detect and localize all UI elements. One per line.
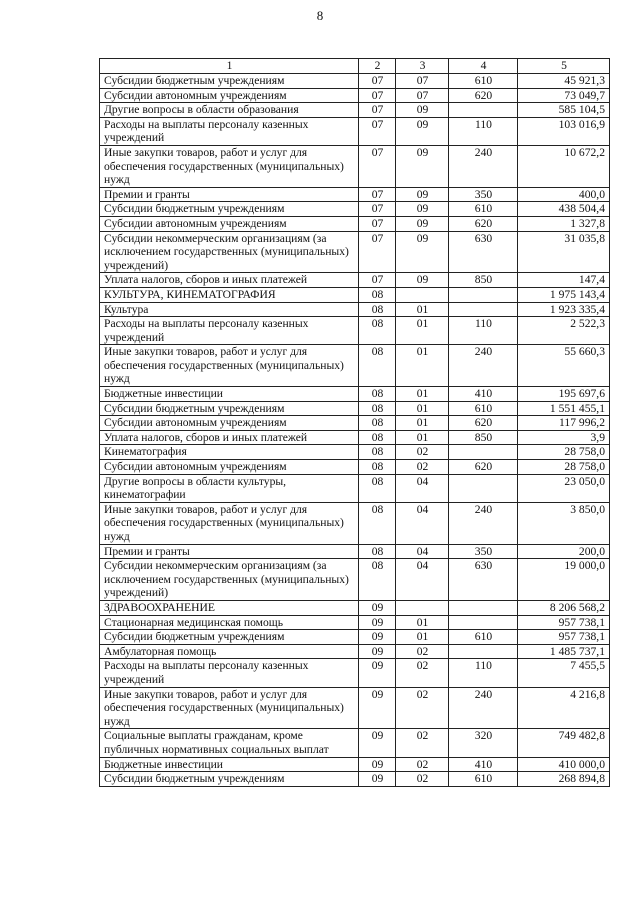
amount-cell: 3,9 xyxy=(518,430,610,445)
expense-type-code-cell: 630 xyxy=(449,231,518,273)
amount-cell: 1 551 455,1 xyxy=(518,401,610,416)
item-name-cell: Стационарная медицинская помощь xyxy=(100,615,359,630)
table-row xyxy=(100,559,610,601)
amount-cell: 749 482,8 xyxy=(518,729,610,757)
amount-cell: 410 000,0 xyxy=(518,757,610,772)
item-name-cell: Социальные выплаты гражданам, кроме публичных нормативных социальных выплат xyxy=(100,729,359,757)
table-row xyxy=(100,216,610,231)
expense-type-code-cell: 350 xyxy=(449,544,518,559)
header-col-3: 3 xyxy=(396,59,449,74)
amount-cell: 268 894,8 xyxy=(518,772,610,787)
section-code-cell: 07 xyxy=(359,88,396,103)
expense-type-code-cell xyxy=(449,302,518,317)
section-code-cell: 07 xyxy=(359,231,396,273)
subsection-code-cell: 02 xyxy=(396,460,449,475)
expense-type-code-cell xyxy=(449,287,518,302)
table-row xyxy=(100,772,610,787)
item-name-cell: ЗДРАВООХРАНЕНИЕ xyxy=(100,600,359,615)
table-row xyxy=(100,74,610,89)
expense-type-code-cell xyxy=(449,474,518,502)
item-name-cell: Бюджетные инвестиции xyxy=(100,387,359,402)
item-name-cell: Другие вопросы в области культуры, кинематографии xyxy=(100,474,359,502)
item-name-cell: Субсидии бюджетным учреждениям xyxy=(100,772,359,787)
subsection-code-cell: 02 xyxy=(396,445,449,460)
amount-cell: 400,0 xyxy=(518,187,610,202)
section-code-cell: 08 xyxy=(359,387,396,402)
item-name-cell: Субсидии бюджетным учреждениям xyxy=(100,74,359,89)
subsection-code-cell: 01 xyxy=(396,416,449,431)
amount-cell: 200,0 xyxy=(518,544,610,559)
table-row xyxy=(100,187,610,202)
expense-type-code-cell: 850 xyxy=(449,273,518,288)
subsection-code-cell xyxy=(396,600,449,615)
subsection-code-cell: 09 xyxy=(396,273,449,288)
section-code-cell: 08 xyxy=(359,287,396,302)
subsection-code-cell: 09 xyxy=(396,145,449,187)
subsection-code-cell: 02 xyxy=(396,772,449,787)
item-name-cell: Субсидии некоммерческим организациям (за исключением государственных (муниципальных) учреждений) xyxy=(100,559,359,601)
amount-cell: 55 660,3 xyxy=(518,345,610,387)
table-body xyxy=(100,74,610,787)
subsection-code-cell: 01 xyxy=(396,430,449,445)
expense-type-code-cell: 620 xyxy=(449,216,518,231)
section-code-cell: 07 xyxy=(359,145,396,187)
subsection-code-cell: 01 xyxy=(396,317,449,345)
item-name-cell: Уплата налогов, сборов и иных платежей xyxy=(100,273,359,288)
item-name-cell: Субсидии автономным учреждениям xyxy=(100,460,359,475)
item-name-cell: Иные закупки товаров, работ и услуг для обеспечения государственных (муниципальных) нужд xyxy=(100,345,359,387)
section-code-cell: 08 xyxy=(359,401,396,416)
amount-cell: 23 050,0 xyxy=(518,474,610,502)
subsection-code-cell: 09 xyxy=(396,187,449,202)
amount-cell: 3 850,0 xyxy=(518,502,610,544)
table-row xyxy=(100,231,610,273)
expense-type-code-cell: 240 xyxy=(449,502,518,544)
expense-type-code-cell: 240 xyxy=(449,345,518,387)
section-code-cell: 08 xyxy=(359,474,396,502)
subsection-code-cell: 09 xyxy=(396,117,449,145)
section-code-cell: 08 xyxy=(359,302,396,317)
section-code-cell: 09 xyxy=(359,687,396,729)
subsection-code-cell: 09 xyxy=(396,202,449,217)
amount-cell: 1 923 335,4 xyxy=(518,302,610,317)
table-row xyxy=(100,387,610,402)
table-row xyxy=(100,757,610,772)
subsection-code-cell: 02 xyxy=(396,644,449,659)
page-number: 8 xyxy=(316,8,324,23)
section-code-cell: 08 xyxy=(359,460,396,475)
amount-cell: 2 522,3 xyxy=(518,317,610,345)
table-row xyxy=(100,145,610,187)
table-row xyxy=(100,401,610,416)
item-name-cell: Амбулаторная помощь xyxy=(100,644,359,659)
expense-type-code-cell: 110 xyxy=(449,317,518,345)
item-name-cell: Иные закупки товаров, работ и услуг для обеспечения государственных (муниципальных) нужд xyxy=(100,145,359,187)
item-name-cell: Расходы на выплаты персоналу казенных учреждений xyxy=(100,317,359,345)
expense-type-code-cell: 620 xyxy=(449,460,518,475)
amount-cell: 957 738,1 xyxy=(518,615,610,630)
section-code-cell: 08 xyxy=(359,544,396,559)
section-code-cell: 07 xyxy=(359,273,396,288)
table-header-row xyxy=(100,59,610,74)
section-code-cell: 07 xyxy=(359,202,396,217)
expense-type-code-cell: 610 xyxy=(449,202,518,217)
amount-cell: 103 016,9 xyxy=(518,117,610,145)
section-code-cell: 07 xyxy=(359,187,396,202)
table-row xyxy=(100,544,610,559)
subsection-code-cell: 01 xyxy=(396,387,449,402)
table-row xyxy=(100,460,610,475)
expense-type-code-cell: 610 xyxy=(449,772,518,787)
table-row xyxy=(100,103,610,118)
table-row xyxy=(100,445,610,460)
expense-type-code-cell: 620 xyxy=(449,88,518,103)
table-row xyxy=(100,687,610,729)
item-name-cell: Субсидии автономным учреждениям xyxy=(100,416,359,431)
amount-cell: 1 975 143,4 xyxy=(518,287,610,302)
amount-cell: 19 000,0 xyxy=(518,559,610,601)
expense-type-code-cell: 620 xyxy=(449,416,518,431)
section-code-cell: 09 xyxy=(359,659,396,687)
header-col-1: 1 xyxy=(100,59,359,74)
item-name-cell: Субсидии автономным учреждениям xyxy=(100,88,359,103)
subsection-code-cell: 07 xyxy=(396,74,449,89)
item-name-cell: Другие вопросы в области образования xyxy=(100,103,359,118)
subsection-code-cell xyxy=(396,287,449,302)
subsection-code-cell: 01 xyxy=(396,401,449,416)
subsection-code-cell: 01 xyxy=(396,630,449,645)
subsection-code-cell: 01 xyxy=(396,302,449,317)
table-row xyxy=(100,416,610,431)
amount-cell: 438 504,4 xyxy=(518,202,610,217)
section-code-cell: 08 xyxy=(359,317,396,345)
subsection-code-cell: 04 xyxy=(396,544,449,559)
subsection-code-cell: 04 xyxy=(396,502,449,544)
table-row xyxy=(100,729,610,757)
header-col-5: 5 xyxy=(518,59,610,74)
table-row xyxy=(100,88,610,103)
table-row xyxy=(100,117,610,145)
expense-type-code-cell xyxy=(449,445,518,460)
section-code-cell: 07 xyxy=(359,117,396,145)
amount-cell: 957 738,1 xyxy=(518,630,610,645)
budget-table xyxy=(99,58,610,787)
item-name-cell: Уплата налогов, сборов и иных платежей xyxy=(100,430,359,445)
expense-type-code-cell xyxy=(449,644,518,659)
amount-cell: 147,4 xyxy=(518,273,610,288)
item-name-cell: Субсидии бюджетным учреждениям xyxy=(100,630,359,645)
section-code-cell: 08 xyxy=(359,445,396,460)
table-row xyxy=(100,273,610,288)
item-name-cell: Премии и гранты xyxy=(100,187,359,202)
expense-type-code-cell xyxy=(449,103,518,118)
amount-cell: 28 758,0 xyxy=(518,460,610,475)
expense-type-code-cell: 630 xyxy=(449,559,518,601)
table-row xyxy=(100,317,610,345)
amount-cell: 28 758,0 xyxy=(518,445,610,460)
header-col-4: 4 xyxy=(449,59,518,74)
amount-cell: 31 035,8 xyxy=(518,231,610,273)
table-row xyxy=(100,644,610,659)
item-name-cell: Премии и гранты xyxy=(100,544,359,559)
item-name-cell: Бюджетные инвестиции xyxy=(100,757,359,772)
item-name-cell: КУЛЬТУРА, КИНЕМАТОГРАФИЯ xyxy=(100,287,359,302)
amount-cell: 1 485 737,1 xyxy=(518,644,610,659)
item-name-cell: Кинематография xyxy=(100,445,359,460)
item-name-cell: Иные закупки товаров, работ и услуг для обеспечения государственных (муниципальных) нужд xyxy=(100,687,359,729)
section-code-cell: 09 xyxy=(359,729,396,757)
amount-cell: 10 672,2 xyxy=(518,145,610,187)
table-row xyxy=(100,615,610,630)
expense-type-code-cell: 240 xyxy=(449,687,518,729)
table-row xyxy=(100,474,610,502)
subsection-code-cell: 04 xyxy=(396,474,449,502)
table-row xyxy=(100,287,610,302)
section-code-cell: 07 xyxy=(359,103,396,118)
section-code-cell: 09 xyxy=(359,615,396,630)
subsection-code-cell: 09 xyxy=(396,103,449,118)
expense-type-code-cell xyxy=(449,600,518,615)
table-row xyxy=(100,600,610,615)
expense-type-code-cell xyxy=(449,615,518,630)
amount-cell: 585 104,5 xyxy=(518,103,610,118)
table-row xyxy=(100,430,610,445)
amount-cell: 117 996,2 xyxy=(518,416,610,431)
amount-cell: 45 921,3 xyxy=(518,74,610,89)
item-name-cell: Субсидии бюджетным учреждениям xyxy=(100,401,359,416)
expense-type-code-cell: 850 xyxy=(449,430,518,445)
amount-cell: 7 455,5 xyxy=(518,659,610,687)
expense-type-code-cell: 610 xyxy=(449,74,518,89)
subsection-code-cell: 07 xyxy=(396,88,449,103)
subsection-code-cell: 02 xyxy=(396,757,449,772)
section-code-cell: 08 xyxy=(359,430,396,445)
subsection-code-cell: 09 xyxy=(396,216,449,231)
section-code-cell: 09 xyxy=(359,772,396,787)
item-name-cell: Субсидии бюджетным учреждениям xyxy=(100,202,359,217)
subsection-code-cell: 02 xyxy=(396,729,449,757)
expense-type-code-cell: 350 xyxy=(449,187,518,202)
amount-cell: 195 697,6 xyxy=(518,387,610,402)
section-code-cell: 08 xyxy=(359,345,396,387)
expense-type-code-cell: 410 xyxy=(449,757,518,772)
section-code-cell: 09 xyxy=(359,644,396,659)
section-code-cell: 07 xyxy=(359,216,396,231)
section-code-cell: 08 xyxy=(359,502,396,544)
amount-cell: 8 206 568,2 xyxy=(518,600,610,615)
table-row xyxy=(100,345,610,387)
header-col-2: 2 xyxy=(359,59,396,74)
item-name-cell: Субсидии некоммерческим организациям (за исключением государственных (муниципальных) учреждений) xyxy=(100,231,359,273)
expense-type-code-cell: 610 xyxy=(449,401,518,416)
subsection-code-cell: 01 xyxy=(396,345,449,387)
amount-cell: 4 216,8 xyxy=(518,687,610,729)
expense-type-code-cell: 610 xyxy=(449,630,518,645)
amount-cell: 73 049,7 xyxy=(518,88,610,103)
table-row xyxy=(100,630,610,645)
section-code-cell: 08 xyxy=(359,416,396,431)
item-name-cell: Расходы на выплаты персоналу казенных учреждений xyxy=(100,117,359,145)
section-code-cell: 09 xyxy=(359,757,396,772)
table-row xyxy=(100,202,610,217)
section-code-cell: 07 xyxy=(359,74,396,89)
subsection-code-cell: 01 xyxy=(396,615,449,630)
table-row xyxy=(100,502,610,544)
table-row xyxy=(100,302,610,317)
expense-type-code-cell: 110 xyxy=(449,659,518,687)
section-code-cell: 08 xyxy=(359,559,396,601)
item-name-cell: Иные закупки товаров, работ и услуг для обеспечения государственных (муниципальных) нужд xyxy=(100,502,359,544)
subsection-code-cell: 04 xyxy=(396,559,449,601)
section-code-cell: 09 xyxy=(359,600,396,615)
subsection-code-cell: 02 xyxy=(396,687,449,729)
expense-type-code-cell: 410 xyxy=(449,387,518,402)
amount-cell: 1 327,8 xyxy=(518,216,610,231)
item-name-cell: Культура xyxy=(100,302,359,317)
subsection-code-cell: 09 xyxy=(396,231,449,273)
expense-type-code-cell: 320 xyxy=(449,729,518,757)
expense-type-code-cell: 110 xyxy=(449,117,518,145)
item-name-cell: Субсидии автономным учреждениям xyxy=(100,216,359,231)
expense-type-code-cell: 240 xyxy=(449,145,518,187)
item-name-cell: Расходы на выплаты персоналу казенных учреждений xyxy=(100,659,359,687)
subsection-code-cell: 02 xyxy=(396,659,449,687)
section-code-cell: 09 xyxy=(359,630,396,645)
table-row xyxy=(100,659,610,687)
